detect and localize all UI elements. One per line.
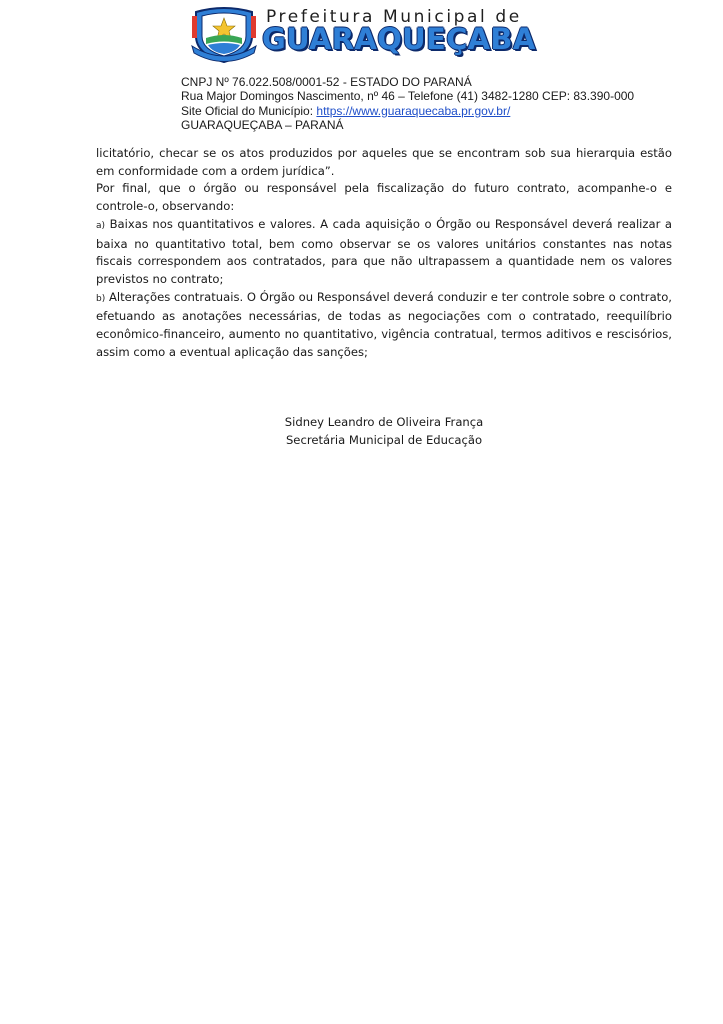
list-item-a-text: Baixas nos quantitativos e valores. A cada aquisição o Órgão ou Responsável deverá realizar a baixa no quantitativo total, bem como observar se os valores unitários constantes nas notas fiscais correspondem aos contratados, para que não ultrapassem a quantidade nem os valores previstos no contrato; [96, 216, 672, 286]
municipal-crest-icon [190, 6, 258, 64]
letterhead-info [181, 75, 634, 132]
list-item-b-text: Alterações contratuais. O Órgão ou Responsável deverá conduzir e ter controle sobre o contrato, efetuando as anotações necessárias, de todas as negociações com o contratado, reequilíbrio econômico-financeiro, aumento no quantitativo, vigência contratual, termos aditivos e rescisórios, assim como a eventual aplicação das sanções; [96, 289, 672, 359]
cnpj-line: CNPJ Nº 76.022.508/0001-52 - ESTADO DO PARANÁ [181, 75, 472, 89]
paragraph-2: Por final, que o órgão ou responsável pela fiscalização do futuro contrato, acompanhe-o e controle-o, observando: [96, 181, 672, 214]
address-line: Rua Major Domingos Nascimento, nº 46 – Telefone (41) 3482-1280 CEP: 83.390-000 [181, 89, 635, 104]
municipality-title: Prefeitura Municipal de [266, 7, 522, 27]
document-body [96, 145, 672, 361]
list-marker-b: b) [96, 293, 106, 304]
signer-name: Sidney Leandro de Oliveira França [284, 415, 484, 429]
paragraph-1: licitatório, checar se os atos produzidos por aqueles que se encontram sob sua hierarquia estão em conformidade com a ordem jurídica”. [96, 146, 672, 178]
list-marker-a: a) [96, 220, 106, 231]
signer-role: Secretária Municipal de Educação [285, 433, 483, 447]
site-line [181, 104, 634, 118]
letterhead [0, 0, 723, 140]
list-item-a [96, 216, 672, 289]
site-link[interactable]: https://www.guaraquecaba.pr.gov.br/ [316, 103, 511, 118]
list-item-b [96, 289, 672, 362]
site-label: Site Oficial do Município: [181, 103, 317, 118]
city-line: GUARAQUEÇABA – PARANÁ [181, 117, 344, 132]
signature-block [96, 413, 672, 449]
municipality-name: GUARAQUEÇABA [262, 22, 536, 56]
